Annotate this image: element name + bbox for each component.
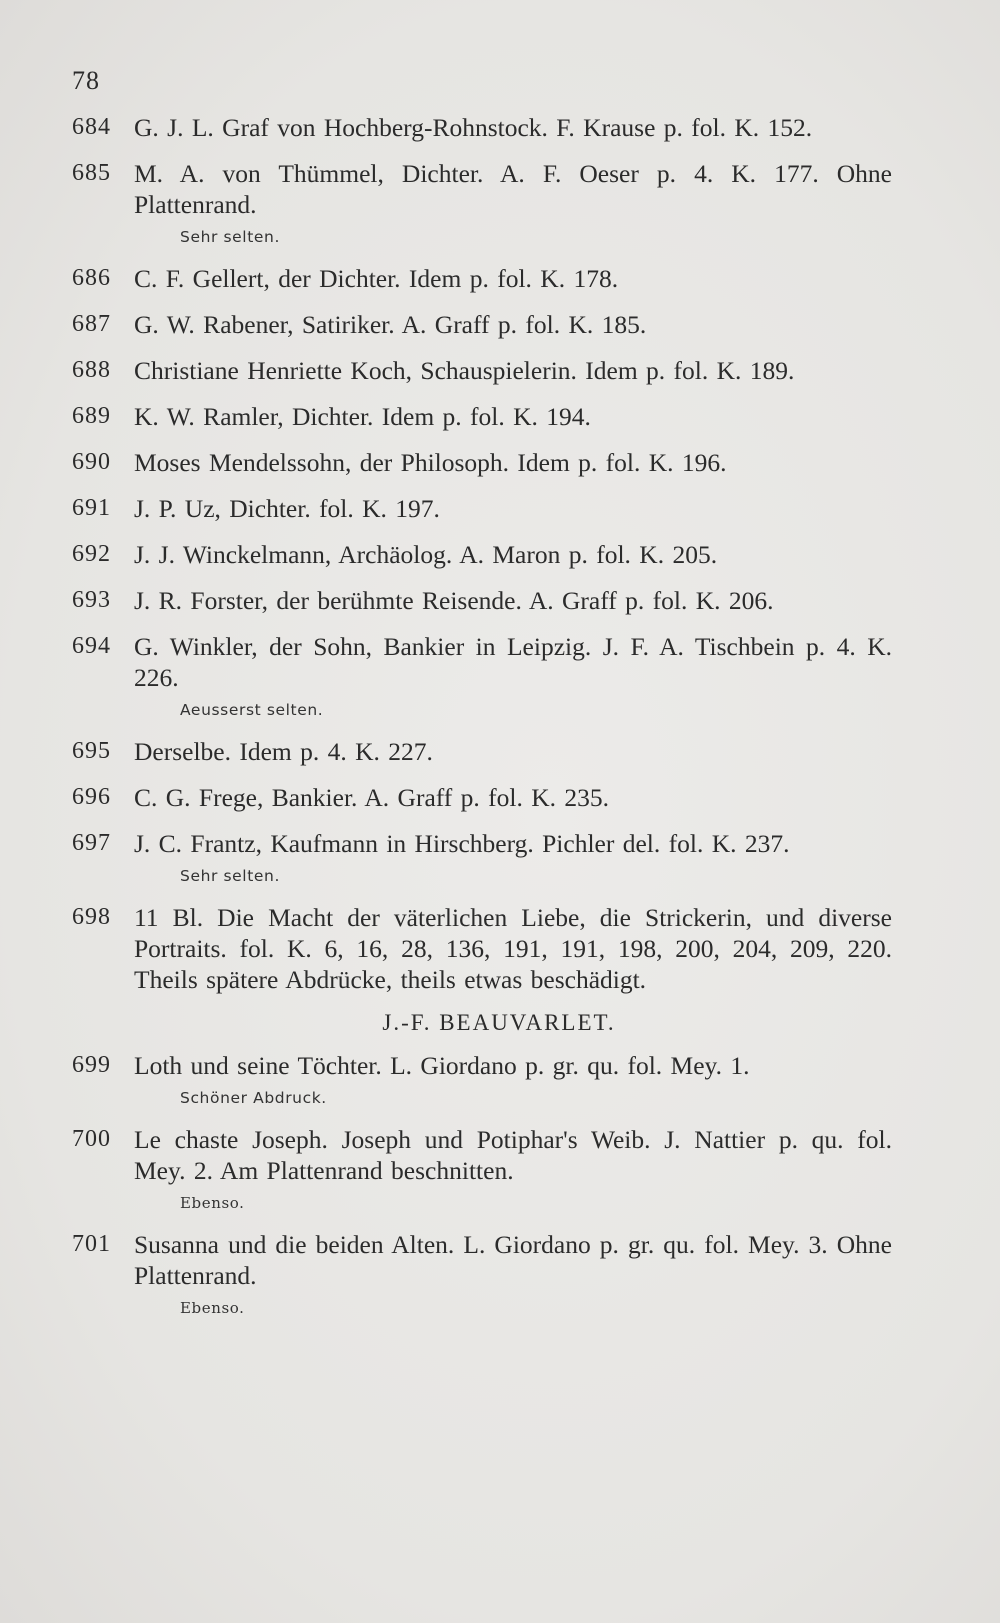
catalog-entry-701 bbox=[72, 1229, 892, 1319]
catalog-entry-695 bbox=[72, 736, 892, 767]
catalog-entry-696 bbox=[72, 782, 892, 813]
catalog-entry-699 bbox=[72, 1050, 892, 1109]
entry-list bbox=[72, 112, 892, 1334]
page-number: 78 bbox=[72, 66, 100, 95]
entry-note: Sehr selten. bbox=[180, 228, 280, 246]
catalog-entry-684 bbox=[72, 112, 892, 143]
entry-number: 690 bbox=[72, 449, 111, 475]
entry-note: Schöner Abdruck. bbox=[180, 1089, 327, 1107]
entry-note: Sehr selten. bbox=[180, 867, 280, 885]
catalog-entry-698 bbox=[72, 902, 892, 995]
entry-text: J. P. Uz, Dichter. fol. K. 197. bbox=[134, 494, 440, 523]
catalog-entry-688 bbox=[72, 355, 892, 386]
catalog-entry-686 bbox=[72, 263, 892, 294]
entry-number: 697 bbox=[72, 830, 111, 856]
entry-text: C. G. Frege, Bankier. A. Graff p. fol. K. 235. bbox=[134, 783, 610, 812]
entry-number: 694 bbox=[72, 633, 111, 659]
entry-text: C. F. Gellert, der Dichter. Idem p. fol. K. 178. bbox=[134, 264, 619, 293]
entry-number: 701 bbox=[72, 1231, 111, 1257]
entry-text: Derselbe. Idem p. 4. K. 227. bbox=[134, 737, 433, 766]
catalog-entry-687 bbox=[72, 309, 892, 340]
entry-note: Aeusserst selten. bbox=[180, 701, 324, 719]
entry-number: 693 bbox=[72, 587, 111, 613]
entry-text: J. R. Forster, der berühmte Reisende. A. Graff p. fol. K. 206. bbox=[134, 586, 774, 615]
entry-number: 687 bbox=[72, 311, 111, 337]
catalog-entry-691 bbox=[72, 493, 892, 524]
entry-number: 691 bbox=[72, 495, 111, 521]
entry-number: 695 bbox=[72, 738, 111, 764]
entry-text: Moses Mendelssohn, der Philosoph. Idem p. fol. K. 196. bbox=[134, 448, 727, 477]
catalog-entry-690 bbox=[72, 447, 892, 478]
entry-number: 689 bbox=[72, 403, 111, 429]
entry-number: 686 bbox=[72, 265, 111, 291]
entry-text: G. J. L. Graf von Hochberg-Rohnstock. F. Krause p. fol. K. 152. bbox=[134, 113, 813, 142]
catalog-entry-692 bbox=[72, 539, 892, 570]
entry-number: 699 bbox=[72, 1052, 111, 1078]
entry-text: 11 Bl. Die Macht der väterlichen Liebe, die Strickerin, und diverse Portraits. fol. K. 6, 16, 28, 136, 191, 191, 198, 200, 204, 209, 220. Theils spätere Abdrücke, theils etwas beschädigt. bbox=[134, 903, 892, 994]
entry-number: 698 bbox=[72, 904, 111, 930]
entry-text: Christiane Henriette Koch, Schauspielerin. Idem p. fol. K. 189. bbox=[134, 356, 795, 385]
catalog-entry-697 bbox=[72, 828, 892, 887]
entry-text: J. C. Frantz, Kaufmann in Hirschberg. Pichler del. fol. K. 237. bbox=[134, 829, 790, 858]
entry-text: G. W. Rabener, Satiriker. A. Graff p. fol. K. 185. bbox=[134, 310, 647, 339]
entry-text: Susanna und die beiden Alten. L. Giordano p. gr. qu. fol. Mey. 3. Ohne Plattenrand. bbox=[134, 1230, 892, 1290]
section-heading: J.-F. BEAUVARLET. bbox=[382, 1010, 616, 1035]
catalog-entry-693 bbox=[72, 585, 892, 616]
entry-text: J. J. Winckelmann, Archäolog. A. Maron p. fol. K. 205. bbox=[134, 540, 718, 569]
catalog-entry-694 bbox=[72, 631, 892, 721]
entry-number: 696 bbox=[72, 784, 111, 810]
entry-number: 700 bbox=[72, 1126, 111, 1152]
entry-number: 685 bbox=[72, 160, 111, 186]
entry-number: 692 bbox=[72, 541, 111, 567]
entry-text: Le chaste Joseph. Joseph und Potiphar's Weib. J. Nattier p. qu. fol. Mey. 2. Am Plattenrand beschnitten. bbox=[134, 1125, 892, 1185]
entry-note: Ebenso. bbox=[180, 1194, 245, 1212]
entry-number: 688 bbox=[72, 357, 111, 383]
entry-text: Loth und seine Töchter. L. Giordano p. gr. qu. fol. Mey. 1. bbox=[134, 1051, 750, 1080]
entry-text: G. Winkler, der Sohn, Bankier in Leipzig. J. F. A. Tischbein p. 4. K. 226. bbox=[134, 632, 892, 692]
entry-text: K. W. Ramler, Dichter. Idem p. fol. K. 194. bbox=[134, 402, 591, 431]
entry-number: 684 bbox=[72, 114, 111, 140]
catalog-entry-700 bbox=[72, 1124, 892, 1214]
entry-text: M. A. von Thümmel, Dichter. A. F. Oeser p. 4. K. 177. Ohne Plattenrand. bbox=[134, 159, 892, 219]
catalog-entry-689 bbox=[72, 401, 892, 432]
entry-note: Ebenso. bbox=[180, 1299, 245, 1317]
catalog-entry-685 bbox=[72, 158, 892, 248]
